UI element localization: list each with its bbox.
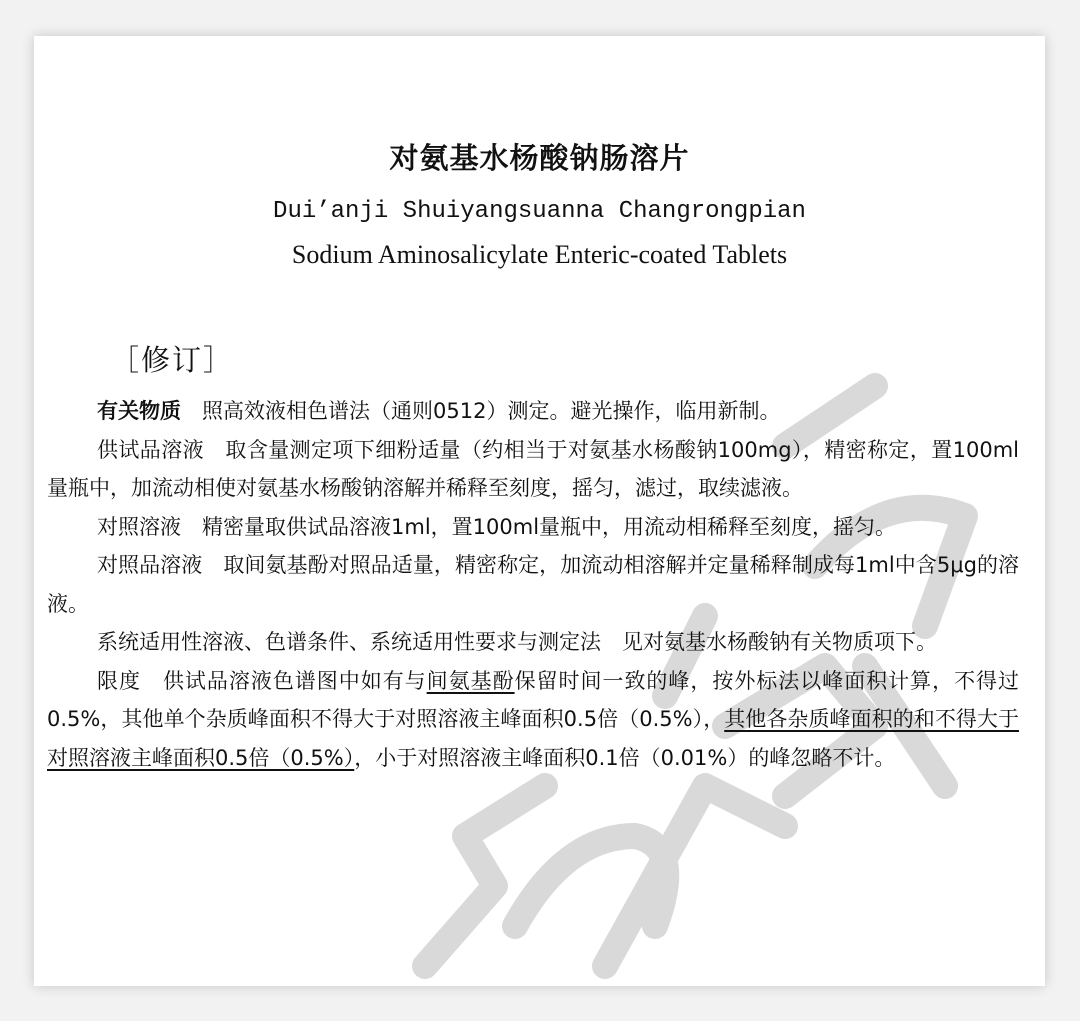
document-page — [34, 36, 1045, 986]
paragraph-heading: 对照品溶液 — [97, 553, 203, 577]
paragraph-reference-substance-solution — [47, 546, 1019, 623]
paragraph-reference-solution — [47, 508, 1019, 547]
heading-gap — [204, 438, 225, 462]
paragraph-text: ，小于对照溶液主峰面积0.1倍（0.01%）的峰忽略不计。 — [354, 745, 896, 770]
paragraph-text: 取含量测定项下细粉适量（约相当于对氨基水杨酸钠100mg），精密称定，置100ml量瓶中，加流动相使对氨基水杨酸钠溶解并稀释至刻度，摇匀，滤过，取续滤液。 — [47, 437, 1020, 500]
underlined-text: 其他各杂质峰面积的和不得大于对照溶液主峰面积0.5倍（0.5%） — [47, 707, 1019, 770]
paragraph-text: 照高效液相色谱法（通则0512）测定。避光操作，临用新制。 — [202, 399, 781, 423]
paragraph-heading: 限度 — [97, 668, 141, 693]
paragraph-heading: 对照溶液 — [97, 514, 181, 539]
paragraph-system-suitability — [47, 623, 1019, 662]
paragraph-related-substances — [47, 392, 1019, 431]
heading-gap — [181, 399, 202, 423]
revision-tag: ［修订］ — [110, 343, 235, 377]
title-english: Sodium Aminosalicylate Enteric-coated Tablets — [291, 240, 788, 269]
title-chinese: 对氨基水杨酸钠肠溶片 — [389, 141, 690, 175]
title-pinyin: Dui’anji Shuiyangsuanna Changrongpian — [273, 198, 806, 225]
heading-gap — [141, 669, 163, 693]
paragraph-text: 供试品溶液色谱图中如有与 — [162, 668, 427, 693]
paragraph-heading: 供试品溶液 — [97, 437, 205, 462]
document-body — [47, 392, 1019, 777]
paragraph-heading: 系统适用性溶液、色谱条件、系统适用性要求与测定法 — [97, 630, 601, 654]
paragraph-heading: 有关物质 — [97, 399, 181, 423]
paragraph-text: 精密量取供试品溶液1ml，置100ml量瓶中，用流动相稀释至刻度，摇匀。 — [202, 514, 897, 539]
paragraph-test-solution — [47, 431, 1019, 508]
underlined-text: 间氨基酚 — [426, 668, 515, 693]
paragraph-text: 见对氨基水杨酸钠有关物质项下。 — [622, 630, 937, 654]
paragraph-text: 取间氨基酚对照品适量，精密称定，加流动相溶解并定量稀释制成每1ml中含5μg的溶液。 — [47, 553, 1020, 616]
paragraph-text: 保留时间一致的峰，按外标法以峰面积计算，不得过0.5%，其他单个杂质峰面积不得大于对照溶液主峰面积0.5倍（0.5%）， — [47, 668, 1020, 731]
heading-gap — [202, 553, 223, 577]
heading-gap — [601, 630, 622, 654]
heading-gap — [181, 515, 202, 539]
paragraph-limit — [47, 662, 1019, 778]
